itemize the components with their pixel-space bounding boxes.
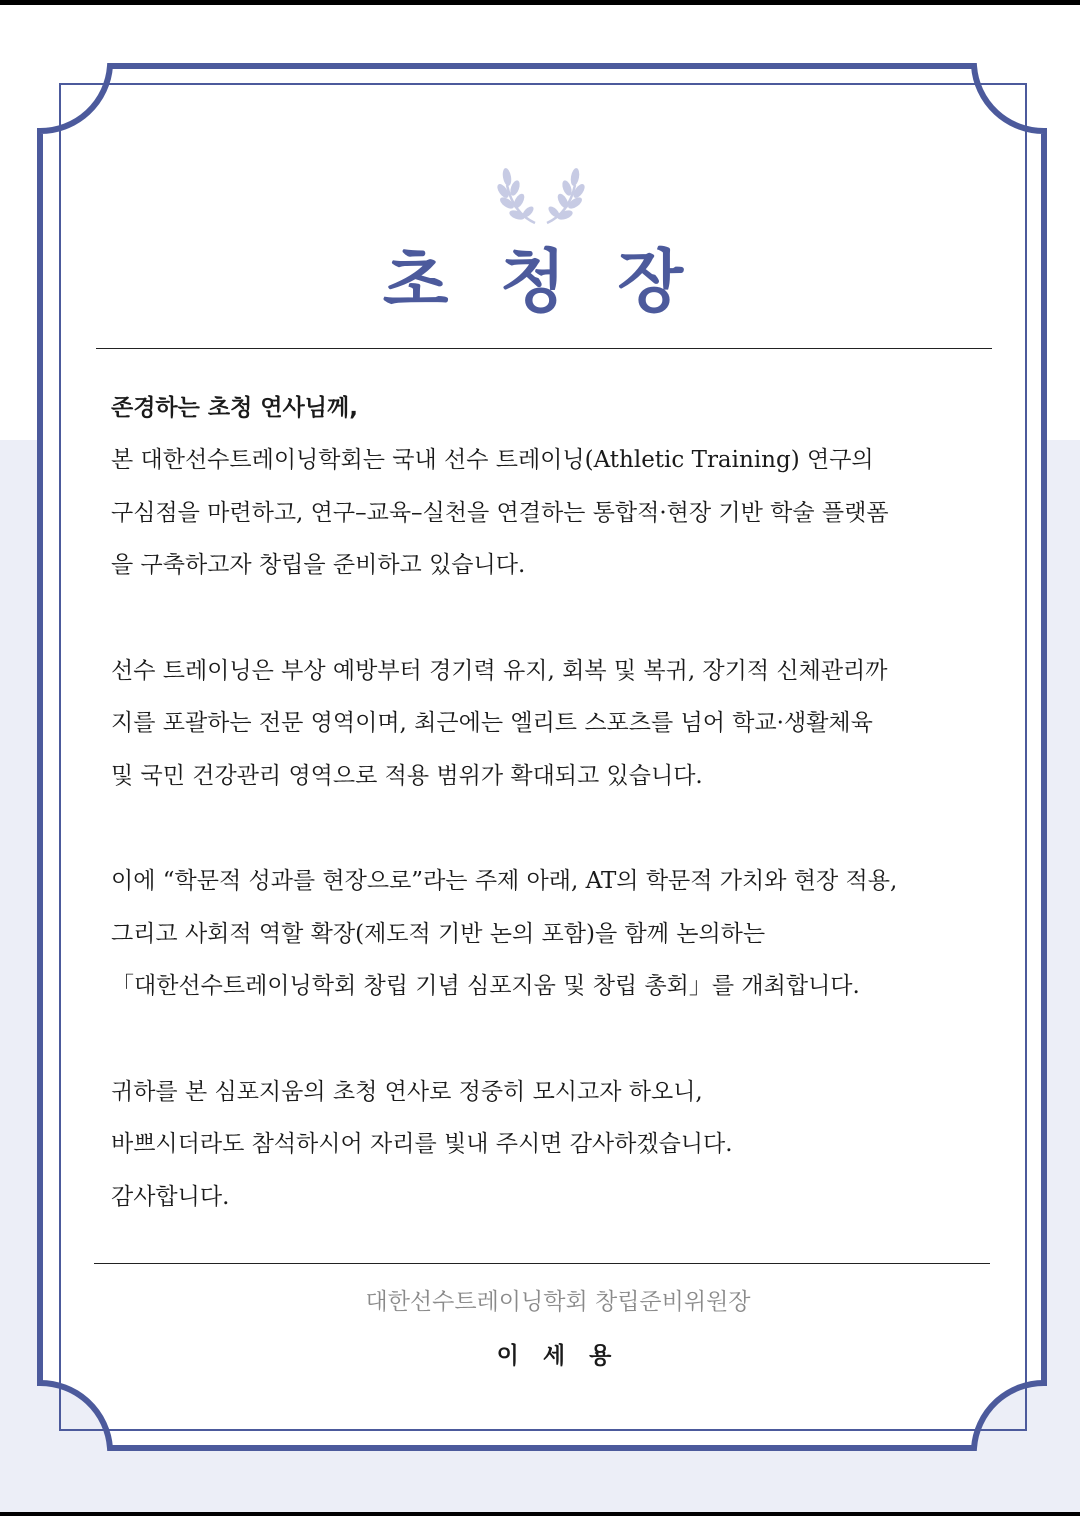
paragraph-1: [111, 434, 1001, 592]
paragraph-line: 「대한선수트레이닝학회 창립 기념 심포지움 및 창립 총회」를 개최합니다.: [111, 973, 860, 999]
paragraph-line: 을 구축하고자 창립을 준비하고 있습니다.: [111, 552, 526, 578]
laurel-wreath-icon: [495, 165, 587, 227]
paragraph-line: 지를 포괄하는 전문 영역이며, 최근에는 엘리트 스포츠를 넘어 학교·생활체육: [111, 710, 873, 736]
paragraph-line: 귀하를 본 심포지움의 초청 연사로 정중히 모시고자 하오니,: [111, 1078, 703, 1105]
salutation: 존경하는 초청 연사님께,: [111, 395, 358, 421]
invitation-body: [111, 382, 1001, 1223]
title-divider: [96, 348, 992, 349]
paragraph-line: 및 국민 건강관리 영역으로 적용 범위가 확대되고 있습니다.: [111, 762, 703, 789]
invitation-title: 초 청 장: [382, 243, 698, 322]
paragraph-3: [111, 855, 1001, 1013]
paragraph-2: [111, 645, 1001, 803]
paragraph-line: 바쁘시더라도 참석하시어 자리를 빛내 주시면 감사하겠습니다.: [111, 1131, 733, 1157]
paragraph-line: 이에 “학문적 성과를 현장으로”라는 주제 아래, AT의 학문적 가치와 현장 적용,: [111, 868, 898, 894]
paragraph-line: 구심점을 마련하고, 연구–교육–실천을 연결하는 통합적·현장 기반 학술 플랫폼: [111, 499, 889, 526]
paragraph-line: 그리고 사회적 역할 확장(제도적 기반 논의 포함)을 함께 논의하는: [111, 920, 766, 947]
signer-organization: 대한선수트레이닝학회 창립준비위원장: [365, 1289, 751, 1315]
paragraph-line: 감사합니다.: [111, 1183, 230, 1210]
signer-name: 이 세 용: [496, 1343, 620, 1369]
paragraph-line: 본 대한선수트레이닝학회는 국내 선수 트레이닝(Athletic Training) 연구의: [111, 447, 874, 473]
paragraph-4: [111, 1066, 1001, 1224]
paragraph-line: 선수 트레이닝은 부상 예방부터 경기력 유지, 회복 및 복귀, 장기적 신체관리까: [111, 657, 888, 684]
signature-divider: [94, 1263, 990, 1264]
